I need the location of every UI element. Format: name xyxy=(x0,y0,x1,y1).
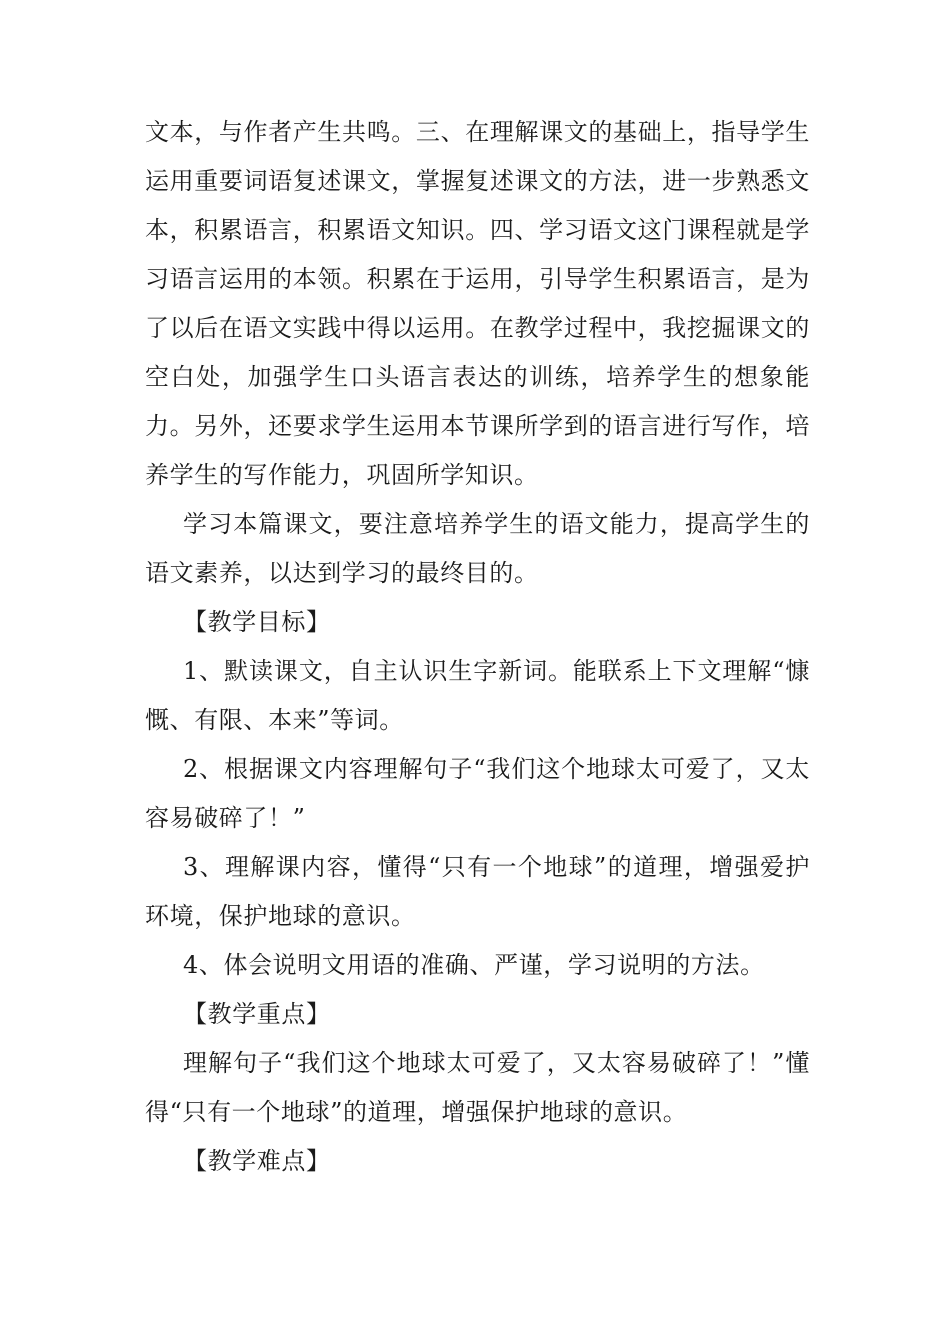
goal-item-4: 4、体会说明文用语的准确、严谨，学习说明的方法。 xyxy=(183,951,765,979)
goal-item-2: 2、根据课文内容理解句子“我们这个地球太可爱了，又太容易破碎了！” xyxy=(145,755,810,832)
goal-item-3: 3、理解课内容，懂得“只有一个地球”的道理，增强爱护环境，保护地球的意识。 xyxy=(145,853,810,930)
paragraph-intro-continuation: 文本，与作者产生共鸣。三、在理解课文的基础上，指导学生运用重要词语复述课文，掌握复述课文的方法，进一步熟悉文本，积累语言，积累语文知识。四、学习语文这门课程就是学习语言运用的本领。积累在于运用，引导学生积累语言，是为了以后在语文实践中得以运用。在教学过程中，我挖掘课文的空白处，加强学生口头语言表达的训练，培养学生的想象能力。另外，还要求学生运用本节课所学到的语言进行写作，培养学生的写作能力，巩固所学知识。 xyxy=(145,118,810,489)
heading-teaching-focus: 【教学重点】 xyxy=(183,1000,331,1028)
heading-teaching-difficulty: 【教学难点】 xyxy=(183,1147,331,1175)
paragraph-learning-summary: 学习本篇课文，要注意培养学生的语文能力，提高学生的语文素养，以达到学习的最终目的。 xyxy=(145,510,810,587)
document-body xyxy=(145,108,810,1186)
heading-teaching-goals: 【教学目标】 xyxy=(183,608,331,636)
goal-item-1: 1、默读课文，自主认识生字新词。能联系上下文理解“慷慨、有限、本来”等词。 xyxy=(145,657,810,734)
paragraph-teaching-focus: 理解句子“我们这个地球太可爱了，又太容易破碎了！”懂得“只有一个地球”的道理，增强保护地球的意识。 xyxy=(145,1049,810,1126)
